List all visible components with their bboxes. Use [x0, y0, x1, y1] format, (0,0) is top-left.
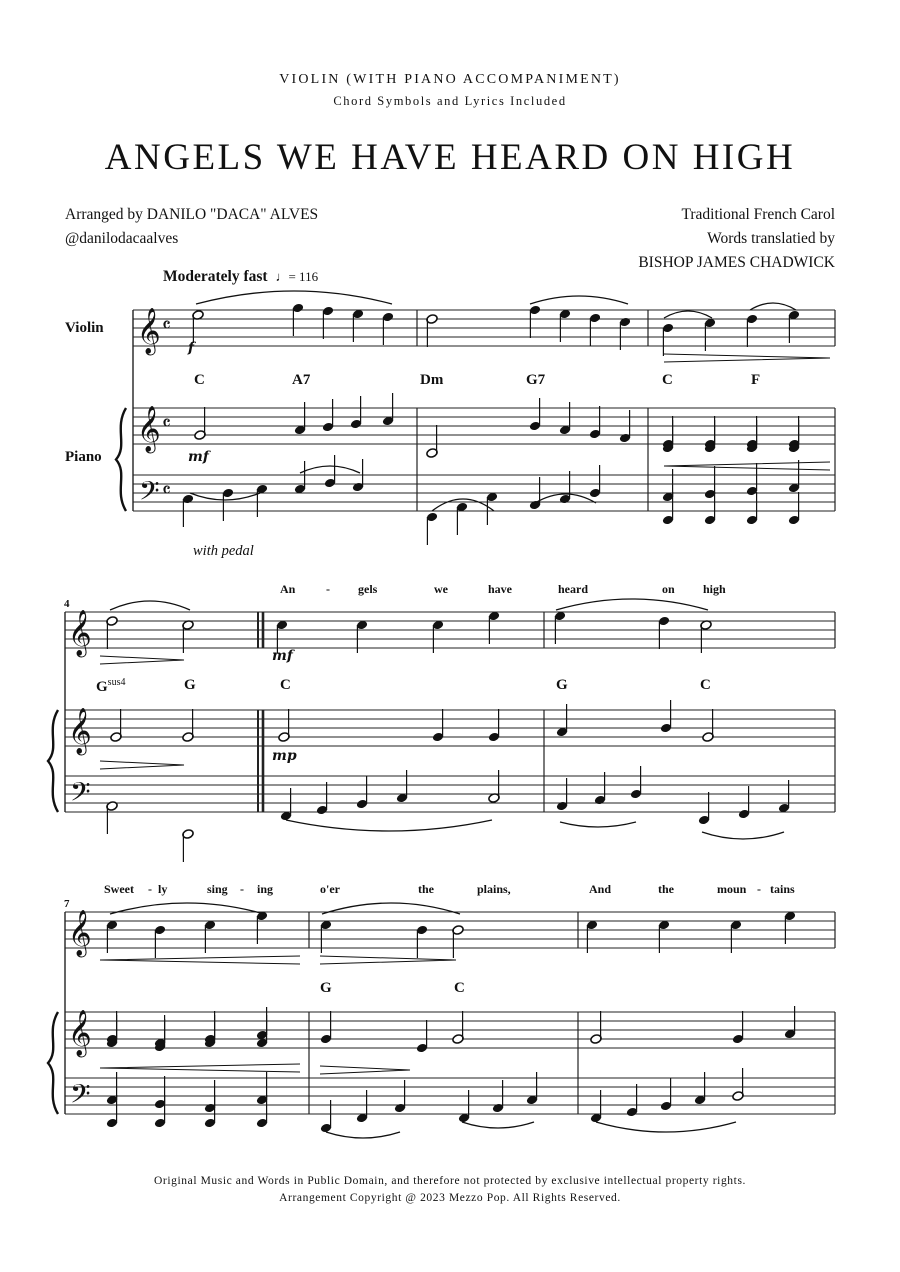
lyric-syllable: the	[658, 882, 674, 896]
translator-name: BISHOP JAMES CHADWICK	[638, 254, 835, 271]
metronome-value: = 116	[288, 269, 319, 284]
lyric-syllable: Sweet	[104, 882, 134, 896]
treble-clef-icon: 𝄞	[68, 708, 92, 754]
copyright-line: Original Music and Words in Public Domain, and therefore not protected by exclusive intellectual property rights.	[153, 1175, 746, 1187]
piano-brace	[48, 710, 58, 812]
tempo-text: Moderately fast	[163, 268, 268, 285]
decrescendo-hairpin	[100, 761, 184, 769]
copyright-notice: Arrangement Copyright @ 2023 Mezzo Pop. All Rights Reserved.	[279, 1192, 621, 1204]
bass-slur	[326, 1132, 400, 1138]
common-time-icon: 𝄴	[162, 313, 171, 337]
crescendo-hairpin	[100, 956, 300, 964]
pedal-direction: with pedal	[193, 543, 254, 559]
chord-symbol: F	[751, 372, 761, 388]
measure-number: 4	[64, 598, 70, 610]
lyric-syllable: ly	[158, 882, 168, 896]
treble-clef-icon: 𝄞	[68, 610, 92, 656]
violin-slur	[556, 599, 708, 610]
chord-symbol: G	[556, 677, 568, 693]
bass-clef-icon: 𝄢	[139, 475, 160, 513]
lyric-syllable: o'er	[320, 882, 340, 896]
lyric-hyphen: -	[326, 582, 330, 596]
lyric-syllable: the	[418, 882, 434, 896]
chord-symbol: C	[194, 372, 205, 388]
decrescendo-hairpin	[320, 956, 456, 964]
bass-slur	[560, 822, 636, 827]
decrescendo-hairpin	[100, 656, 184, 664]
violin-slur	[664, 311, 712, 318]
piano-brace	[48, 1012, 58, 1114]
bass-slur	[300, 466, 360, 473]
chord-symbol: G	[184, 677, 196, 693]
bass-clef-icon: 𝄢	[70, 1078, 91, 1116]
violin-slur	[530, 296, 628, 304]
treble-clef-icon: 𝄞	[68, 1010, 92, 1056]
lyric-syllable: plains,	[477, 882, 511, 896]
piano-brace	[116, 408, 126, 511]
origin-text: Traditional French Carol	[681, 206, 835, 223]
crescendo-hairpin	[100, 1064, 300, 1072]
decrescendo-hairpin	[664, 354, 830, 362]
dynamic-forte: f	[188, 340, 195, 356]
lyric-syllable: gels	[358, 582, 378, 596]
page-title: ANGELS WE HAVE HEARD ON HIGH	[104, 137, 796, 178]
metronome-mark: ♩= 116	[275, 269, 319, 284]
lyric-syllable: high	[703, 582, 726, 596]
edition-subtitle: Chord Symbols and Lyrics Included	[333, 94, 567, 108]
bass-slur	[286, 820, 492, 831]
violin-slur	[196, 291, 392, 304]
chord-symbol: G	[320, 980, 332, 996]
arranger-handle: @danilodacaalves	[65, 230, 179, 247]
decrescendo-hairpin	[320, 1066, 410, 1074]
lyric-syllable: heard	[558, 582, 588, 596]
common-time-icon: 𝄴	[162, 478, 171, 502]
lyric-syllable: moun	[717, 882, 747, 896]
lyric-syllable: we	[434, 582, 448, 596]
chord-symbol: C	[662, 372, 673, 388]
lyric-syllable: tains	[770, 882, 795, 896]
treble-clef-icon: 𝄞	[137, 406, 161, 452]
dynamic-mezzo-forte: mf	[188, 449, 209, 465]
lyric-hyphen: -	[148, 882, 152, 896]
lyric-syllable: An	[280, 582, 296, 596]
lyric-syllable: sing	[207, 882, 228, 896]
crescendo-hairpin	[664, 462, 830, 470]
chord-symbol: C	[454, 980, 465, 996]
translation-line: Words translatied by	[707, 230, 835, 247]
treble-clef-icon: 𝄞	[68, 910, 92, 956]
common-time-icon: 𝄴	[162, 411, 171, 435]
bass-slur	[702, 832, 784, 839]
bass-clef-icon: 𝄢	[70, 776, 91, 814]
chord-symbol: Dm	[420, 372, 444, 388]
dynamic-mezzo-forte: mf	[272, 648, 293, 664]
chord-symbol: C	[280, 677, 291, 693]
lyric-syllable: on	[662, 582, 675, 596]
measure-number: 7	[64, 898, 70, 910]
lyric-syllable: have	[488, 582, 512, 596]
chord-symbol: C	[700, 677, 711, 693]
bass-slur	[462, 1122, 534, 1128]
arranger-name: Arranged by DANILO "DACA" ALVES	[65, 206, 319, 223]
treble-clef-icon: 𝄞	[137, 308, 161, 354]
chord-symbol: G7	[526, 372, 546, 388]
chord-symbol: A7	[292, 372, 311, 388]
lyric-syllable: And	[589, 882, 612, 896]
lyric-hyphen: -	[240, 882, 244, 896]
chord-symbol: $G^{sus4}$	[96, 677, 126, 695]
chord-suffix: sus4	[107, 677, 126, 688]
violin-label: Violin	[65, 320, 104, 336]
bass-slur	[596, 1122, 736, 1132]
piano-label: Piano	[65, 449, 102, 465]
violin-slur	[110, 601, 190, 610]
dynamic-mezzo-piano: mp	[272, 748, 297, 764]
edition-heading: VIOLIN (WITH PIANO ACCOMPANIMENT)	[279, 72, 621, 87]
lyric-syllable: ing	[257, 882, 274, 896]
violin-slur	[750, 303, 796, 310]
lyric-hyphen: -	[757, 882, 761, 896]
